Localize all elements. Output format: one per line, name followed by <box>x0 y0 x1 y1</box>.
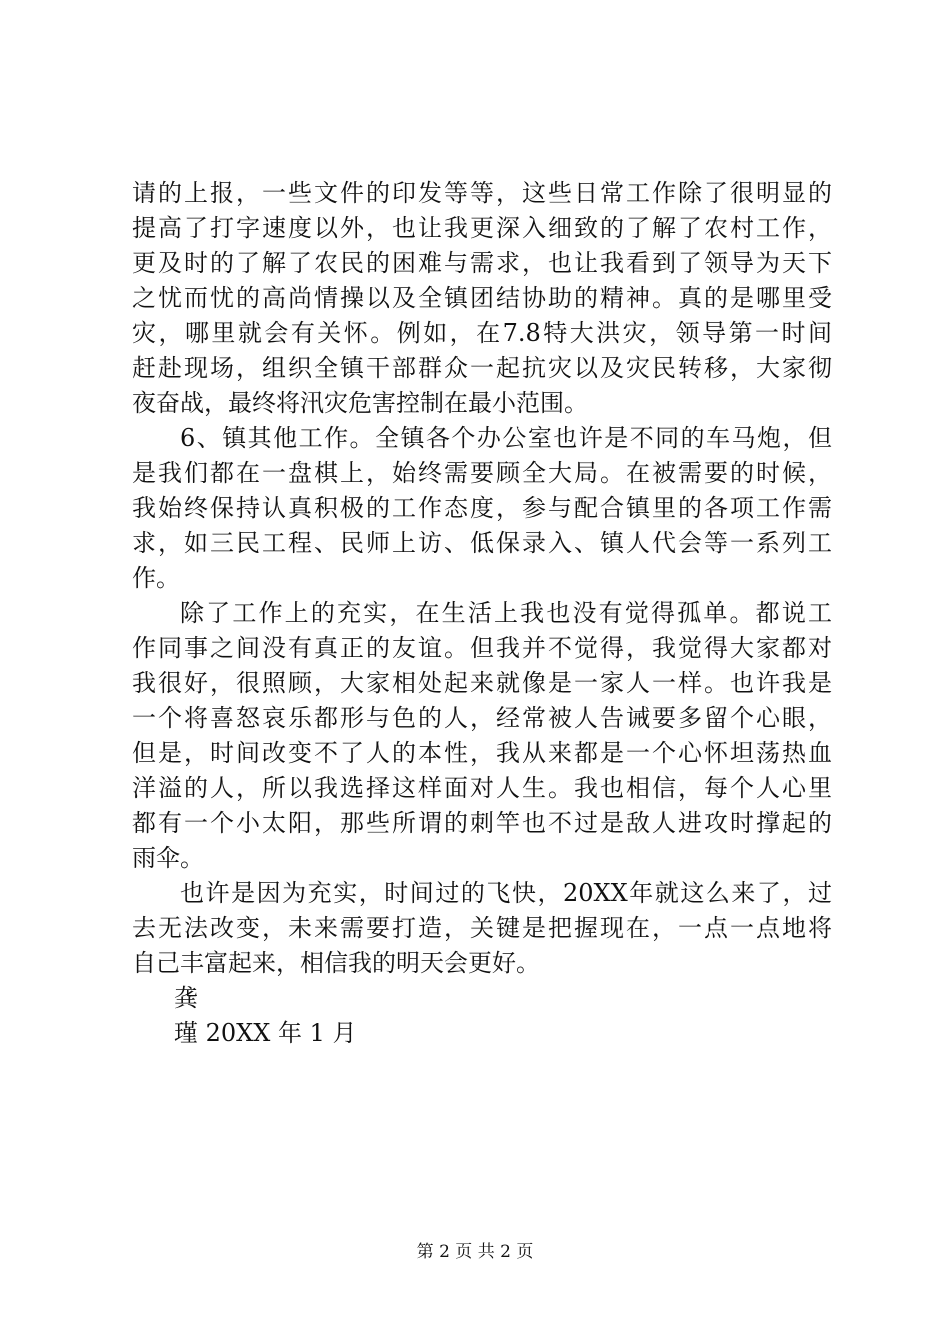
text-line: 求，如三民工程、民师上访、低保录入、镇人代会等一系列工 <box>132 529 832 557</box>
text-line: 更及时的了解了农民的困难与需求，也让我看到了领导为天下 <box>132 249 832 277</box>
page-footer: 第 2 页 共 2 页 <box>416 1242 534 1262</box>
text-line: 洋溢的人，所以我选择这样面对人生。我也相信，每个人心里 <box>132 774 832 802</box>
text-line: 请的上报，一些文件的印发等等，这些日常工作除了很明显的 <box>132 179 832 207</box>
text-line: 我很好，很照顾，大家相处起来就像是一家人一样。也许我是 <box>132 669 832 697</box>
text-line: 一个将喜怒哀乐都形与色的人，经常被人告诫要多留个心眼， <box>132 704 832 732</box>
signature-line: 龚 <box>174 984 198 1012</box>
text-line: 自己丰富起来，相信我的明天会更好。 <box>132 949 540 977</box>
text-line: 赶赴现场，组织全镇干部群众一起抗灾以及灾民转移，大家彻 <box>132 354 832 382</box>
text-line: 提高了打字速度以外，也让我更深入细致的了解了农村工作， <box>132 214 832 242</box>
text-line: 作。 <box>132 564 180 592</box>
text-line: 灾，哪里就会有关怀。例如，在7.8特大洪灾，领导第一时间 <box>132 319 832 347</box>
text-line: 雨伞。 <box>132 844 204 872</box>
text-line: 除了工作上的充实，在生活上我也没有觉得孤单。都说工 <box>180 599 832 627</box>
document-body <box>132 176 832 1051</box>
text-line: 作同事之间没有真正的友谊。但我并不觉得，我觉得大家都对 <box>132 634 832 662</box>
text-line: 也许是因为充实，时间过的飞快，20XX年就这么来了，过 <box>180 879 832 907</box>
text-line: 之忧而忧的高尚情操以及全镇团结协助的精神。真的是哪里受 <box>132 284 832 312</box>
text-line: 去无法改变，未来需要打造，关键是把握现在，一点一点地将 <box>132 914 832 942</box>
signature-line: 瑾 20XX 年 1 月 <box>174 1019 357 1047</box>
text-line: 是我们都在一盘棋上，始终需要顾全大局。在被需要的时候， <box>132 459 832 487</box>
text-line: 我始终保持认真积极的工作态度，参与配合镇里的各项工作需 <box>132 494 832 522</box>
text-line: 都有一个小太阳，那些所谓的刺竿也不过是敌人进攻时撑起的 <box>132 809 832 837</box>
text-line: 夜奋战，最终将汛灾危害控制在最小范围。 <box>132 389 588 417</box>
text-line: 6、镇其他工作。全镇各个办公室也许是不同的车马炮，但 <box>180 424 832 452</box>
text-line: 但是，时间改变不了人的本性，我从来都是一个心怀坦荡热血 <box>132 739 832 767</box>
